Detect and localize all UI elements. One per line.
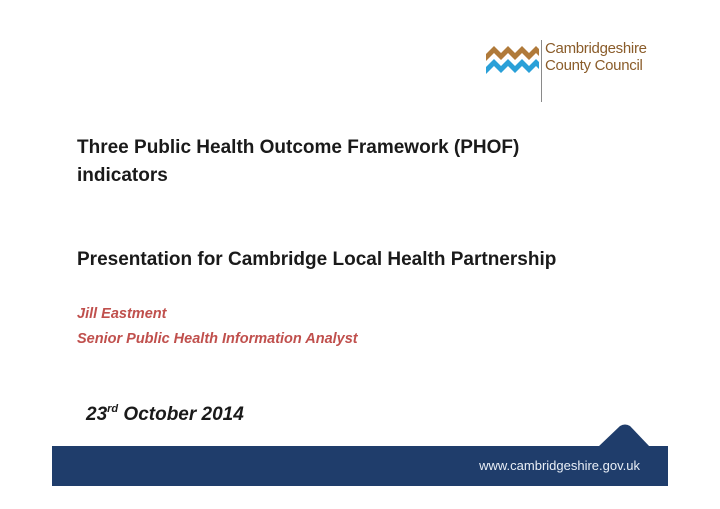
slide-title — [77, 134, 637, 190]
author-block — [77, 302, 358, 352]
footer-bar — [52, 446, 668, 486]
footer-url: www.cambridgeshire.gov.uk — [479, 458, 640, 473]
slide-subtitle: Presentation for Cambridge Local Health Partnership — [77, 249, 557, 270]
date-day: 23 — [86, 404, 108, 425]
date-suffix: rd — [107, 403, 119, 415]
title-line-2: indicators — [77, 165, 168, 186]
date-rest: October 2014 — [118, 404, 244, 425]
logo-divider — [541, 40, 542, 102]
author-role: Senior Public Health Information Analyst — [77, 331, 358, 347]
logo-line-1: Cambridgeshire — [545, 40, 647, 57]
author-name: Jill Eastment — [77, 306, 167, 322]
title-line-1: Three Public Health Outcome Framework (PHOF) — [77, 137, 520, 158]
wave-mark-icon — [484, 40, 540, 80]
logo-wordmark — [545, 40, 647, 74]
council-logo — [484, 40, 654, 102]
presentation-date — [86, 403, 244, 426]
footer-tab-shape — [598, 424, 668, 447]
logo-line-2: County Council — [545, 57, 643, 74]
